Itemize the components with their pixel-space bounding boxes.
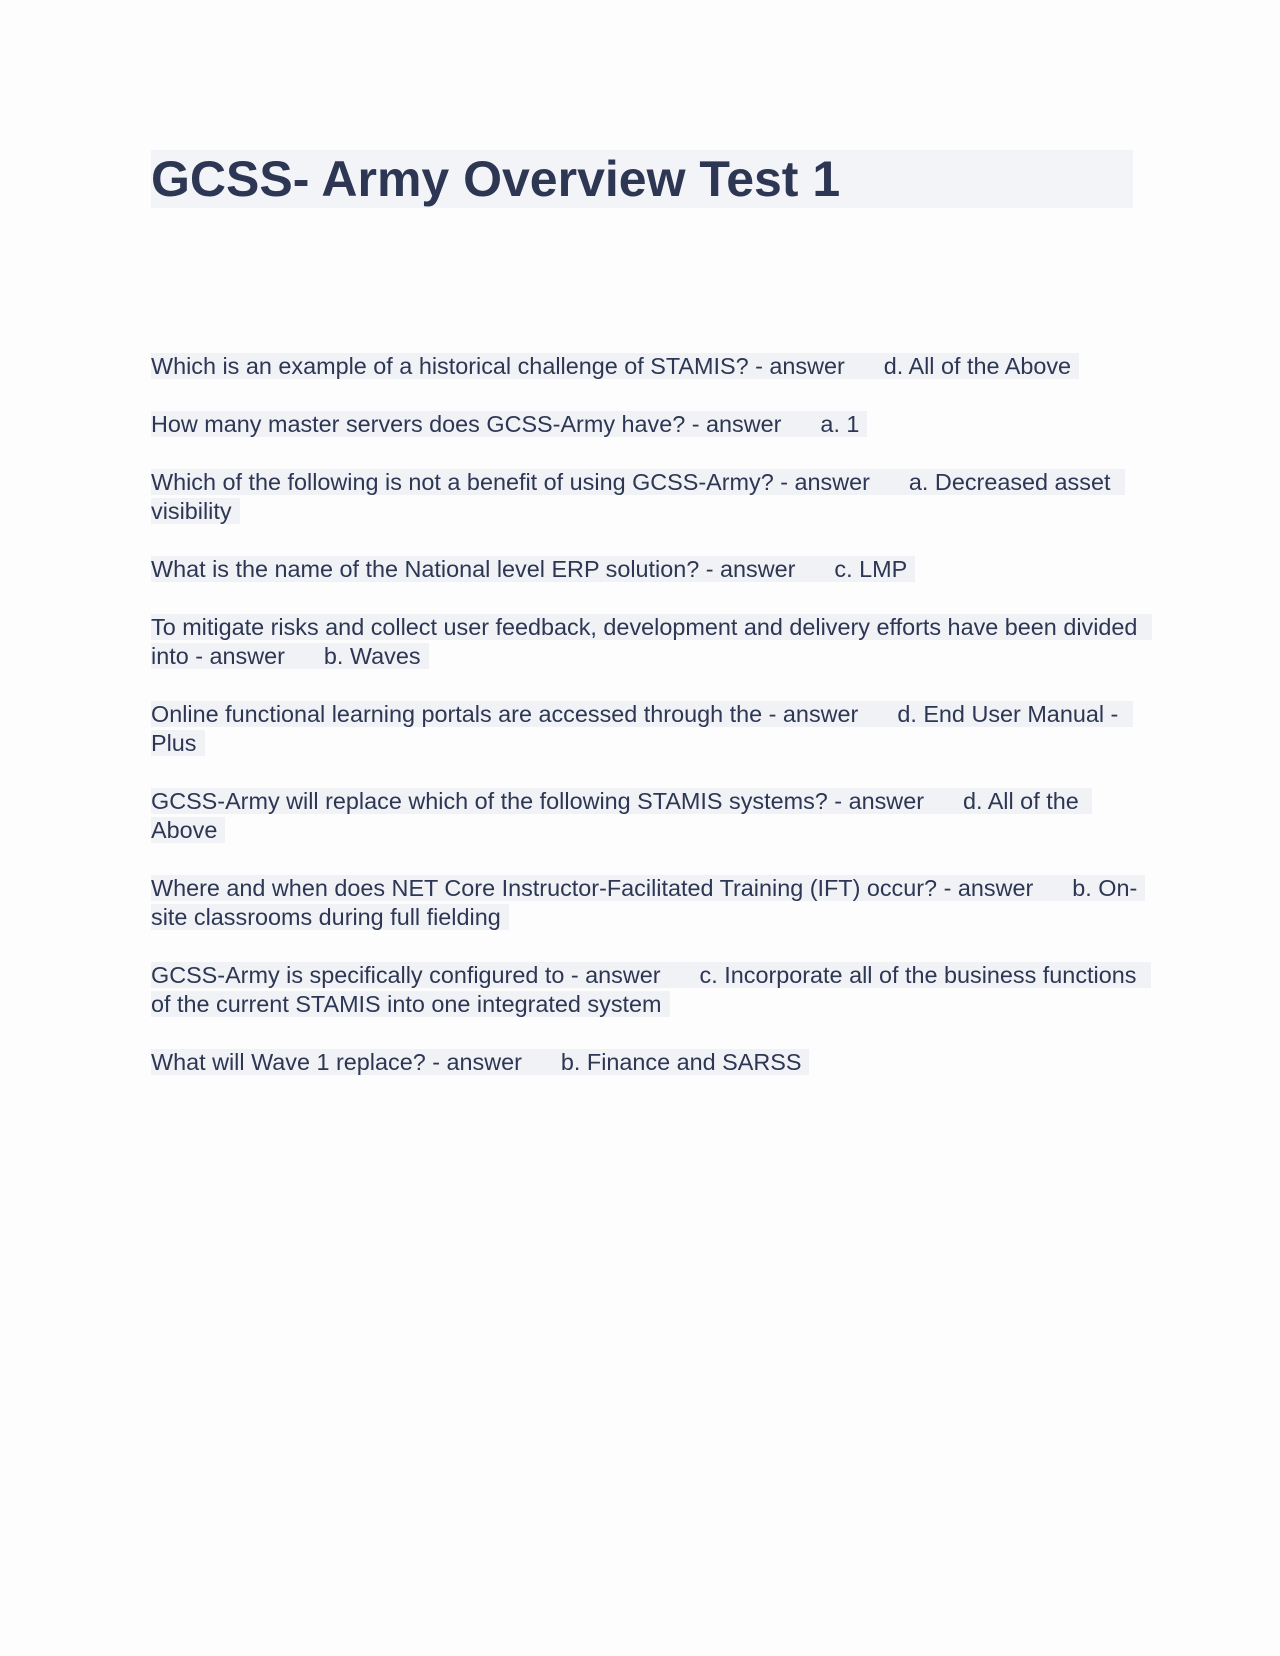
qa-text: Which of the following is not a benefit of using GCSS-Army? - answer a. Decreased asset visibility	[151, 469, 1125, 524]
qa-item	[151, 410, 1141, 439]
page-title: GCSS- Army Overview Test 1	[151, 151, 841, 207]
qa-item	[151, 352, 1141, 381]
qa-list	[151, 352, 1144, 1106]
qa-item	[151, 555, 1141, 584]
qa-text: GCSS-Army is specifically configured to - answer c. Incorporate all of the business functions of the current STAMIS into one integrated system	[151, 962, 1151, 1017]
qa-item	[151, 1048, 1141, 1077]
qa-item	[151, 787, 1141, 845]
qa-text: GCSS-Army will replace which of the following STAMIS systems? - answer d. All of the Above	[151, 788, 1092, 843]
qa-text: To mitigate risks and collect user feedback, development and delivery efforts have been divided into - answer b. Waves	[151, 614, 1152, 669]
qa-item	[151, 874, 1141, 932]
qa-text: What will Wave 1 replace? - answer b. Finance and SARSS	[151, 1049, 809, 1075]
qa-text: Which is an example of a historical challenge of STAMIS? - answer d. All of the Above	[151, 353, 1079, 379]
qa-text: How many master servers does GCSS-Army have? - answer a. 1	[151, 411, 867, 437]
qa-item	[151, 700, 1141, 758]
qa-item	[151, 613, 1144, 671]
qa-item	[151, 468, 1141, 526]
qa-text: Online functional learning portals are accessed through the - answer d. End User Manual - Plus	[151, 701, 1133, 756]
qa-text: What is the name of the National level ERP solution? - answer c. LMP	[151, 556, 915, 582]
qa-text: Where and when does NET Core Instructor-Facilitated Training (IFT) occur? - answer b. On-site classrooms during full fielding	[151, 875, 1145, 930]
qa-item	[151, 961, 1141, 1019]
